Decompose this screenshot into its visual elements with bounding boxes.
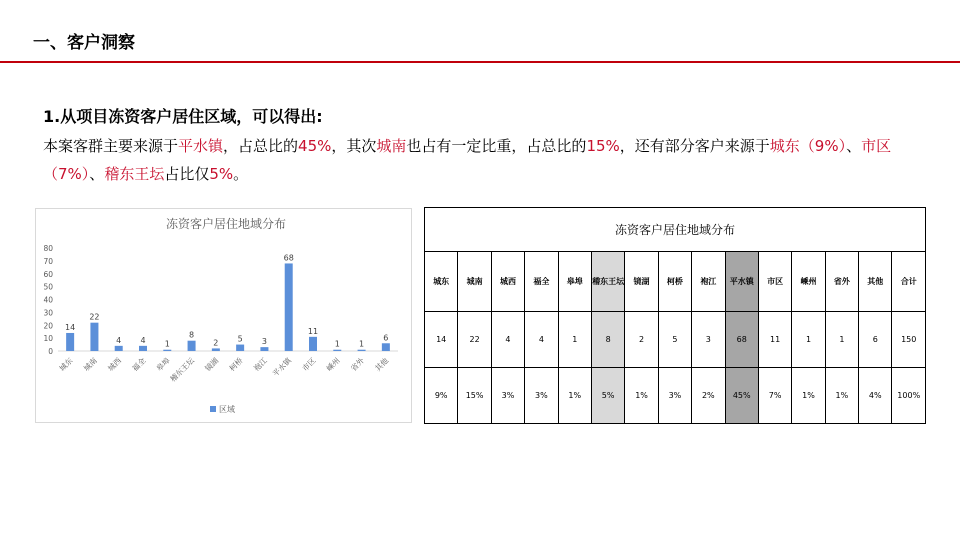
- bar-chart: [36, 209, 413, 424]
- highlighted-text: 稽东王坛: [104, 165, 165, 183]
- highlighted-text: 45%: [298, 137, 332, 155]
- table-title: 冻资客户居住地域分布: [425, 208, 926, 252]
- table-cell: 3: [692, 312, 725, 368]
- y-tick-label: 50: [43, 282, 53, 292]
- legend-swatch: [210, 406, 216, 412]
- y-tick-label: 40: [43, 295, 53, 305]
- table-cell: 11: [758, 312, 791, 368]
- x-tick-label: 镜湖: [203, 356, 221, 374]
- bar: [212, 348, 220, 351]
- data-label: 22: [89, 312, 100, 322]
- table-cell: 1%: [558, 368, 591, 424]
- table-cell: 4: [525, 312, 558, 368]
- chart-title: 冻资客户居住地域分布: [165, 217, 287, 231]
- x-tick-label: 嵊州: [324, 356, 342, 374]
- bar: [333, 350, 341, 351]
- bar: [66, 333, 74, 351]
- data-label: 2: [213, 338, 219, 348]
- table-cell: 1%: [792, 368, 825, 424]
- y-tick-label: 60: [43, 269, 53, 279]
- table-cell: 柯桥: [658, 252, 691, 312]
- table-cell: 1: [558, 312, 591, 368]
- table-cell: 袍江: [692, 252, 725, 312]
- table-cell: 45%: [725, 368, 758, 424]
- table-cell: 城西: [491, 252, 524, 312]
- table-cell: 8: [591, 312, 624, 368]
- table-cell: 1: [825, 312, 858, 368]
- title-divider: [0, 61, 960, 63]
- bar: [285, 263, 293, 351]
- x-tick-label: 平水镇: [270, 356, 294, 379]
- table-cell: 3%: [525, 368, 558, 424]
- x-tick-label: 柯桥: [227, 356, 245, 374]
- table-cell: 6: [859, 312, 892, 368]
- table-cell: 9%: [425, 368, 458, 424]
- section-heading: 1.从项目冻资客户居住区域，可以得出:: [43, 107, 323, 126]
- table-header-row: [425, 252, 926, 312]
- table-cell: 合计: [892, 252, 926, 312]
- table-cell: 城南: [458, 252, 491, 312]
- data-label: 68: [283, 253, 294, 263]
- table-cell: 市区: [758, 252, 791, 312]
- bar: [260, 347, 268, 351]
- table-cell: 5: [658, 312, 691, 368]
- legend-label: 区域: [219, 405, 235, 414]
- table-cell: 4%: [859, 368, 892, 424]
- description-text: 占比仅: [164, 165, 210, 183]
- bar: [139, 346, 147, 351]
- distribution-table: [424, 207, 926, 424]
- bar: [358, 350, 366, 351]
- y-tick-label: 20: [43, 321, 53, 331]
- y-tick-label: 10: [43, 334, 53, 344]
- table-cell: 7%: [758, 368, 791, 424]
- x-tick-label: 福全: [130, 356, 148, 374]
- bar: [115, 346, 123, 351]
- data-label: 1: [334, 339, 340, 349]
- description-text: 。: [233, 165, 249, 183]
- highlighted-text: 15%: [586, 137, 620, 155]
- table-cell: 嵊州: [792, 252, 825, 312]
- table-cell: 城东: [425, 252, 458, 312]
- description-text: 、: [89, 165, 105, 183]
- table-cell: 其他: [859, 252, 892, 312]
- table-cell: 2: [625, 312, 658, 368]
- description-paragraph: [43, 132, 923, 188]
- x-tick-label: 其他: [373, 356, 391, 374]
- table-cell: 1%: [825, 368, 858, 424]
- bar: [188, 341, 196, 351]
- data-label: 11: [307, 326, 319, 336]
- bar-chart-panel: [35, 208, 412, 423]
- description-text: 、: [846, 137, 862, 155]
- table-cell: 150: [892, 312, 926, 368]
- bar: [90, 323, 98, 351]
- description-text: ，占总比的: [223, 137, 299, 155]
- table-cell: 1: [792, 312, 825, 368]
- y-tick-label: 0: [48, 347, 53, 356]
- table-cell: 68: [725, 312, 758, 368]
- page-title: 一、客户洞察: [33, 33, 135, 53]
- description-text: 本案客群主要来源于: [43, 137, 179, 155]
- table-cell: 2%: [692, 368, 725, 424]
- table-cell: 15%: [458, 368, 491, 424]
- highlighted-text: 城东（9%）: [769, 137, 847, 155]
- bar: [309, 337, 317, 351]
- table-cell: 福全: [525, 252, 558, 312]
- y-tick-label: 80: [43, 244, 53, 253]
- data-label: 14: [65, 322, 76, 332]
- table-cell: 100%: [892, 368, 926, 424]
- description-text: ，还有部分客户来源于: [619, 137, 770, 155]
- table-cell: 4: [491, 312, 524, 368]
- bar: [382, 343, 390, 351]
- x-tick-label: 城东: [57, 356, 75, 374]
- data-label: 8: [189, 330, 195, 340]
- data-label: 4: [116, 335, 122, 345]
- x-tick-label: 皋埠: [154, 356, 172, 374]
- x-tick-label: 袍江: [251, 356, 269, 374]
- x-tick-label: 稽东王坛: [168, 356, 196, 384]
- data-label: 1: [164, 339, 170, 349]
- x-tick-label: 城西: [106, 356, 124, 374]
- bar: [163, 350, 171, 351]
- y-tick-label: 30: [43, 308, 53, 318]
- table-count-row: [425, 312, 926, 368]
- table-cell: 5%: [591, 368, 624, 424]
- x-tick-label: 省外: [349, 356, 366, 374]
- table-cell: 22: [458, 312, 491, 368]
- table-cell: 平水镇: [725, 252, 758, 312]
- description-text: ，其次: [331, 137, 377, 155]
- table-cell: 3%: [491, 368, 524, 424]
- table-percent-row: [425, 368, 926, 424]
- highlighted-text: 城南: [376, 137, 407, 155]
- data-label: 5: [237, 334, 243, 344]
- table-cell: 3%: [658, 368, 691, 424]
- table-cell: 镜湖: [625, 252, 658, 312]
- y-tick-label: 70: [43, 256, 53, 266]
- table-cell: 皋埠: [558, 252, 591, 312]
- description-text: 也占有一定比重，占总比的: [406, 137, 587, 155]
- table-cell: 稽东王坛: [591, 252, 624, 312]
- data-label: 4: [140, 335, 146, 345]
- table-cell: 1%: [625, 368, 658, 424]
- x-tick-label: 市区: [300, 356, 318, 374]
- highlighted-text: 5%: [209, 165, 234, 183]
- table-cell: 省外: [825, 252, 858, 312]
- data-label: 3: [261, 337, 267, 347]
- x-tick-label: 城南: [81, 356, 99, 374]
- data-label: 1: [359, 339, 365, 349]
- data-label: 6: [383, 333, 389, 343]
- highlighted-text: 市区（7%）: [43, 137, 892, 183]
- table-cell: 14: [425, 312, 458, 368]
- highlighted-text: 平水镇: [178, 137, 224, 155]
- bar: [236, 345, 244, 351]
